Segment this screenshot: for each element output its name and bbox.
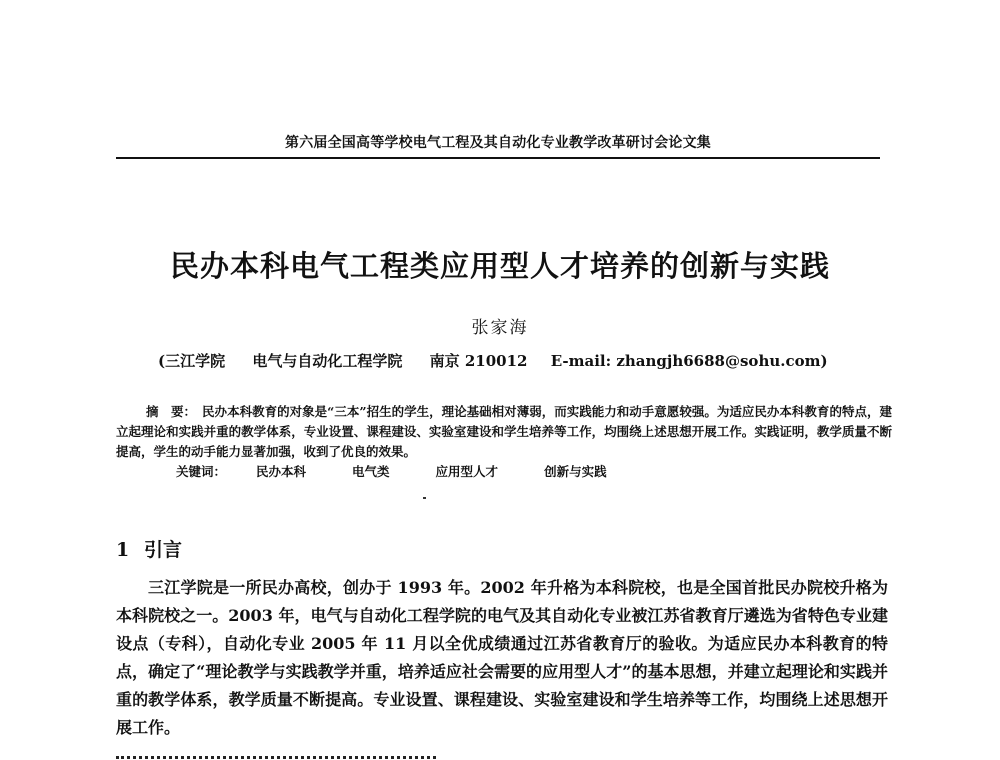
- author-name: 张家海: [471, 318, 529, 338]
- paper-title: 民办本科电气工程类应用型人才培养的创新与实践: [169, 249, 830, 283]
- abstract-paragraph: [116, 402, 892, 462]
- abstract-label: 摘 要：: [146, 404, 197, 419]
- running-header: 第六届全国高等学校电气工程及其自动化专业教学改革研讨会论文集: [285, 135, 711, 151]
- keyword: 应用型人才: [435, 464, 499, 479]
- affiliation-city: 南京 210012: [429, 352, 528, 370]
- keyword: 民办本科: [256, 464, 307, 479]
- abstract-text: 民办本科教育的对象是“三本”招生的学生，理论基础相对薄弱，而实践能力和动手意愿较强。为适应民办本科教育的特点，建立起理论和实践并重的教学体系，专业设置、课程建设、实验室建设和学生培养等工作，均围绕上述思想开展工作。实践证明，教学质量不断提高，学生的动手能力显著加强，收到了优良的效果。: [116, 404, 892, 459]
- abstract-block: [116, 402, 892, 482]
- section-heading: [116, 535, 182, 562]
- affiliation-department: 电气与自动化工程学院: [252, 352, 403, 370]
- keyword: 创新与实践: [544, 464, 607, 479]
- cut-off-next-line: [116, 748, 436, 760]
- keyword: 电气类: [352, 464, 390, 479]
- scan-speck: [423, 497, 426, 499]
- affiliation: [158, 350, 828, 371]
- body-paragraph: 三江学院是一所民办高校，创办于 1993 年。2002 年升格为本科院校，也是全国首批民办院校升格为本科院校之一。2003 年，电气与自动化工程学院的电气及其自动化专业被江苏省教育厅遴选为省特色专业建设点（专科），自动化专业 2005 年 11 月以全优成绩通过江苏省教育厅的验收。为适应民办本科教育的特点，确定了“理论教学与实践教学并重，培养适应社会需要的应用型人才”的基本思想，并建立起理论和实践并重的教学体系，教学质量不断提高。专业设置、课程建设、实验室建设和学生培养等工作，均围绕上述思想开展工作。: [116, 578, 888, 737]
- keywords-label: 关键词：: [176, 464, 227, 479]
- section-number: 1: [116, 539, 130, 561]
- keywords-line: [116, 462, 892, 482]
- section-title: 引言: [144, 539, 183, 561]
- affiliation-email: E-mail: zhangjh6688@sohu.com): [550, 352, 828, 370]
- header-rule: [116, 157, 880, 159]
- affiliation-school: (三江学院: [158, 352, 226, 370]
- body-text: [116, 574, 888, 742]
